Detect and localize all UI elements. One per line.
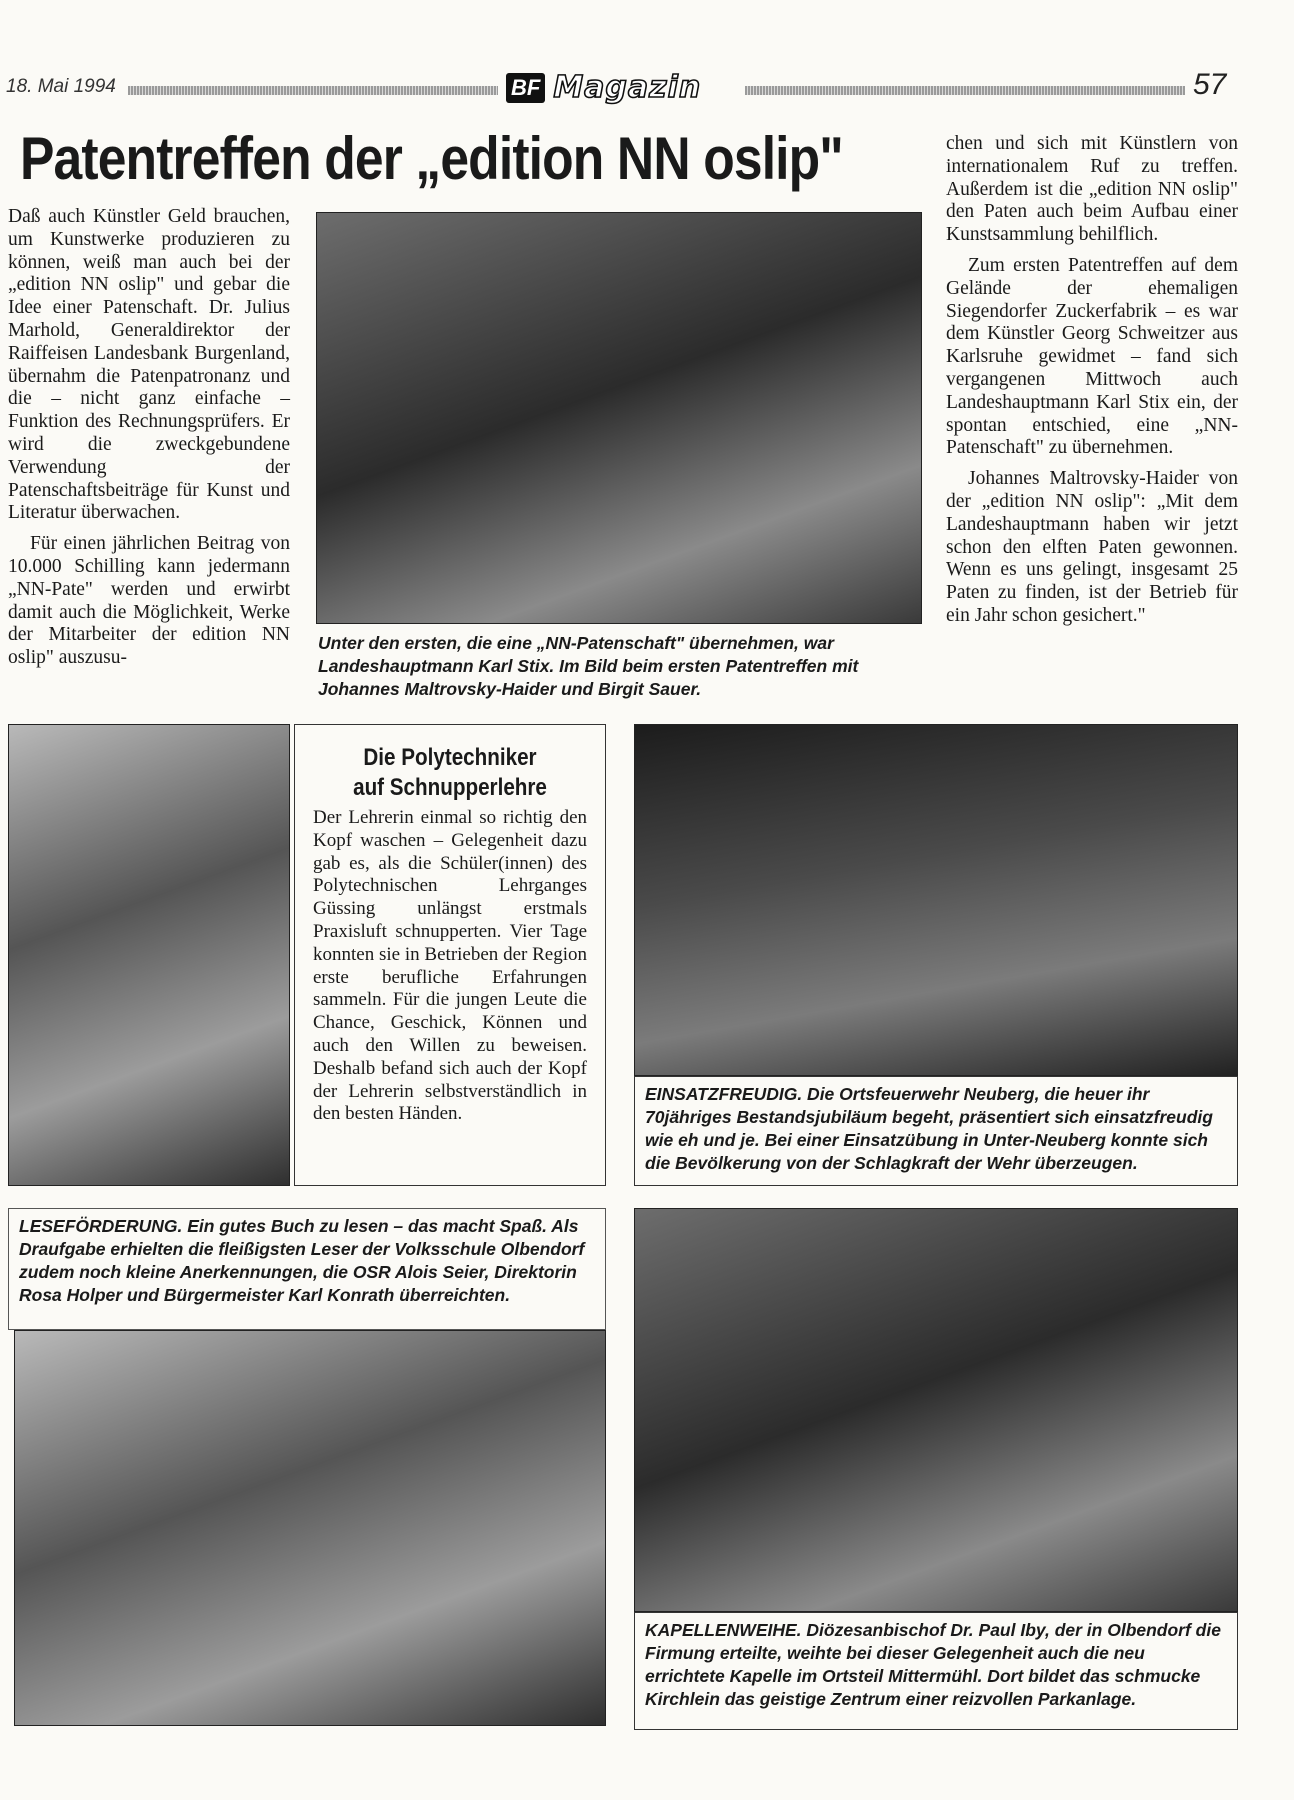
photo-polytechniker	[8, 724, 290, 1186]
kapellenweihe-caption-lead: KAPELLENWEIHE.	[645, 1620, 802, 1640]
polytechniker-box	[294, 724, 606, 1186]
logo-bf: BF	[506, 73, 545, 103]
header-rule-left	[128, 86, 498, 95]
magazine-logo	[506, 70, 701, 105]
feuerwehr-caption-lead: EINSATZFREUDIG.	[645, 1084, 803, 1104]
polytechniker-title-line1: Die Polytechniker	[363, 744, 537, 771]
lesefoerderung-caption-text: Ein gutes Buch zu lesen – das macht Spaß. Als Draufgabe erhielten die fleißigsten Leser der Volksschule Olbendorf zudem noch kleine Anerkennungen, die OSR Alois Seier, Direktorin Rosa Holper und Bürgermeister Karl Konrath überreichten.	[19, 1216, 585, 1305]
lesefoerderung-caption	[8, 1208, 606, 1330]
article-left-column	[8, 206, 290, 678]
photo-lesefoerderung	[14, 1330, 606, 1726]
polytechniker-body: Der Lehrerin einmal so richtig den Kopf waschen – Gelegenheit dazu gab es, als die Schüler(innen) des Polytechnischen Lehrganges Güssing unlängst erstmals Praxisluft schnupperten. Vier Tage konnten sie in Betrieben der Region erste berufliche Erfahrungen sammeln. Für die jungen Leute die Chance, Geschick, Können und auch den Willen zu beweisen. Deshalb befand sich auch der Kopf der Lehrerin selbstverständlich in den besten Händen.	[313, 807, 587, 1125]
article-right-column	[946, 133, 1238, 636]
feuerwehr-caption-text: Die Ortsfeuerwehr Neuberg, die heuer ihr 70jähriges Bestandsjubiläum begeht, präsentiert sich einsatzfreudig wie eh und je. Bei einer Einsatzübung in Unter-Neuberg konnte sich die Bevölkerung von der Schlagkraft der Wehr überzeugen.	[645, 1084, 1213, 1173]
lesefoerderung-caption-lead: LESEFÖRDERUNG.	[19, 1216, 183, 1236]
polytechniker-title-line2: auf Schnupperlehre	[353, 774, 547, 801]
polytechniker-title	[295, 743, 605, 803]
article-paragraph: Für einen jährlichen Beitrag von 10.000 Schilling kann jedermann „NN-Pate" werden und erwirbt damit auch die Möglichkeit, Werke der Mitarbeiter der edition NN oslip" auszusu-	[8, 533, 290, 669]
page-number: 57	[1193, 68, 1227, 101]
article-paragraph: chen und sich mit Künstlern von internationalem Ruf zu treffen. Außerdem ist die „edition NN oslip" den Paten auch beim Aufbau einer Kunstsammlung behilflich.	[946, 133, 1238, 246]
photo-caption: Unter den ersten, die eine „NN-Patenschaft" übernehmen, war Landeshauptmann Karl Stix. Im Bild beim ersten Patentreffen mit Johannes Maltrovsky-Haider und Birgit Sauer.	[318, 633, 859, 699]
article-paragraph: Daß auch Künstler Geld brauchen, um Kunstwerke produzieren zu können, weiß man auch bei der „edition NN oslip" und gebar die Idee einer Patenschaft. Dr. Julius Marhold, Generaldirektor der Raiffeisen Landesbank Burgenland, übernahm die Patenpatronanz und die – nicht ganz einfache – Funktion des Rechnungsprüfers. Er wird die zweckgebundene Verwendung der Patenschaftsbeiträge für Kunst und Literatur überwachen.	[8, 206, 290, 524]
issue-date: 18. Mai 1994	[6, 76, 116, 97]
photo-patentreffen	[316, 212, 922, 624]
article-paragraph: Zum ersten Patentreffen auf dem Gelände der ehemaligen Siegendorfer Zuckerfabrik – es war dem Künstler Georg Schweitzer aus Karlsruhe gewidmet – fand sich vergangenen Mittwoch auch Landeshauptmann Karl Stix ein, der spontan entschied, eine „NN-Patenschaft" zu übernehmen.	[946, 254, 1238, 459]
article-headline: Patentreffen der „edition NN oslip"	[20, 125, 843, 192]
kapellenweihe-caption-text: Diözesanbischof Dr. Paul Iby, der in Olbendorf die Firmung erteilte, weihte bei dieser Gelegenheit auch die neu errichtete Kapelle im Ortsteil Mittermühl. Dort bildet das schmucke Kirchlein das geistige Zentrum einer reizvollen Parkanlage.	[645, 1620, 1221, 1709]
photo-kapellenweihe	[634, 1208, 1238, 1612]
logo-magazin: Magazin	[553, 70, 702, 105]
article-paragraph: Johannes Maltrovsky-Haider von der „edition NN oslip": „Mit dem Landeshauptmann haben wir jetzt schon den elften Paten gewonnen. Wenn es uns gelingt, insgesamt 25 Paten zu finden, ist der Betrieb für ein Jahr schon gesichert."	[946, 468, 1238, 626]
header-rule-right	[745, 86, 1185, 95]
photo-feuerwehr	[634, 724, 1238, 1076]
feuerwehr-caption	[634, 1076, 1238, 1186]
kapellenweihe-caption	[634, 1612, 1238, 1730]
